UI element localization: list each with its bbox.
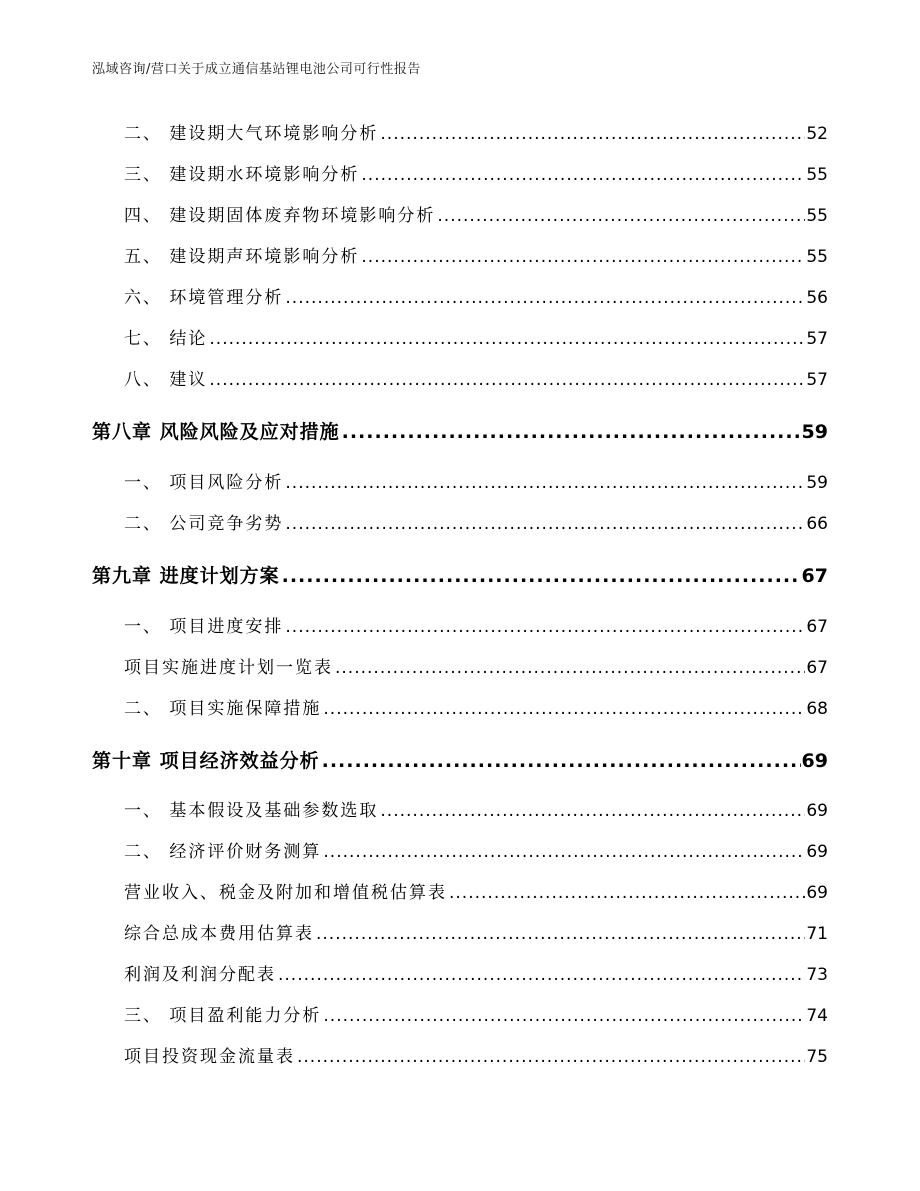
toc-chapter-page: 59: [801, 421, 828, 443]
toc-entry-page: 69: [806, 801, 828, 821]
toc-chapter-page: 67: [801, 565, 828, 587]
toc-chapter-label: 第九章 进度计划方案: [92, 565, 280, 587]
toc-entry-label: 二、 公司竞争劣势: [124, 514, 284, 534]
toc-entry[interactable]: [124, 615, 828, 639]
toc-entry[interactable]: [124, 286, 828, 310]
toc-entry-page: 59: [806, 473, 828, 493]
toc-entry-label: 二、 经济评价财务测算: [124, 842, 322, 862]
toc-entry-label: 营业收入、税金及附加和增值税估算表: [124, 883, 447, 903]
toc-entry-label: 三、 建设期水环境影响分析: [124, 165, 360, 185]
toc-entry-page: 56: [806, 288, 828, 308]
toc-leader-dots: [285, 286, 805, 310]
toc-entry[interactable]: [124, 471, 828, 495]
toc-entry[interactable]: [124, 840, 828, 864]
toc-entry-page: 52: [806, 124, 828, 144]
toc-leader-dots: [323, 697, 805, 721]
toc-leader-dots: [285, 471, 805, 495]
toc-entry[interactable]: [124, 922, 828, 946]
toc-entry-label: 八、 建议: [124, 370, 208, 390]
toc-entry[interactable]: [124, 963, 828, 987]
toc-leader-dots: [209, 368, 805, 392]
toc-chapter-label: 第十章 项目经济效益分析: [92, 750, 320, 772]
toc-entry[interactable]: [124, 656, 828, 680]
toc-leader-dots: [209, 327, 805, 351]
toc-entry-page: 67: [806, 617, 828, 637]
toc-entry[interactable]: [124, 204, 828, 228]
toc-entry[interactable]: [124, 122, 828, 146]
toc-leader-dots: [342, 419, 801, 445]
toc-entry-page: 68: [806, 699, 828, 719]
toc-entry-page: 75: [806, 1047, 828, 1067]
toc-leader-dots: [380, 799, 805, 823]
toc-entry-page: 57: [806, 370, 828, 390]
toc-leader-dots: [278, 963, 805, 987]
toc-entry[interactable]: [124, 1004, 828, 1028]
toc-entry[interactable]: [124, 245, 828, 269]
toc-entry-page: 66: [806, 514, 828, 534]
toc-leader-dots: [316, 922, 805, 946]
toc-entry-label: 综合总成本费用估算表: [124, 924, 314, 944]
toc-entry-page: 55: [806, 247, 828, 267]
toc-chapter-label: 第八章 风险风险及应对措施: [92, 421, 340, 443]
toc-entry-page: 73: [806, 965, 828, 985]
toc-chapter[interactable]: [92, 563, 828, 589]
toc-entry-page: 71: [806, 924, 828, 944]
toc-entry[interactable]: [124, 881, 828, 905]
toc-entry-label: 利润及利润分配表: [124, 965, 276, 985]
toc-entry-label: 一、 项目进度安排: [124, 617, 284, 637]
toc-leader-dots: [380, 122, 805, 146]
toc-leader-dots: [437, 204, 805, 228]
toc-entry-label: 一、 项目风险分析: [124, 473, 284, 493]
toc-entry-label: 项目投资现金流量表: [124, 1047, 295, 1067]
toc-leader-dots: [361, 245, 805, 269]
toc-entry[interactable]: [124, 697, 828, 721]
toc-leader-dots: [449, 881, 805, 905]
toc-entry[interactable]: [124, 1045, 828, 1069]
toc-leader-dots: [297, 1045, 805, 1069]
toc-leader-dots: [323, 1004, 805, 1028]
toc-entry-label: 七、 结论: [124, 329, 208, 349]
toc-chapter[interactable]: [92, 748, 828, 774]
toc-entry-page: 67: [806, 658, 828, 678]
toc-entry-page: 55: [806, 165, 828, 185]
toc-entry-page: 57: [806, 329, 828, 349]
toc-entry[interactable]: [124, 368, 828, 392]
toc-entry[interactable]: [124, 512, 828, 536]
toc-entry-label: 五、 建设期声环境影响分析: [124, 247, 360, 267]
toc-entry-label: 一、 基本假设及基础参数选取: [124, 801, 379, 821]
toc-leader-dots: [323, 840, 805, 864]
toc-entry[interactable]: [124, 163, 828, 187]
toc-entry-label: 六、 环境管理分析: [124, 288, 284, 308]
toc-entry-label: 二、 项目实施保障措施: [124, 699, 322, 719]
toc-entry-page: 74: [806, 1006, 828, 1026]
toc-entry-label: 项目实施进度计划一览表: [124, 658, 333, 678]
toc-leader-dots: [322, 748, 801, 774]
toc-entry-label: 四、 建设期固体废弃物环境影响分析: [124, 206, 436, 226]
toc-entry[interactable]: [124, 327, 828, 351]
page-header: 泓域咨询/营口关于成立通信基站锂电池公司可行性报告: [92, 62, 421, 77]
toc-chapter-page: 69: [801, 750, 828, 772]
toc-entry[interactable]: [124, 799, 828, 823]
toc-leader-dots: [282, 563, 801, 589]
toc-entry-page: 55: [806, 206, 828, 226]
toc-entry-page: 69: [806, 842, 828, 862]
toc-leader-dots: [361, 163, 805, 187]
toc-entry-page: 69: [806, 883, 828, 903]
toc-entry-label: 二、 建设期大气环境影响分析: [124, 124, 379, 144]
toc-entry-label: 三、 项目盈利能力分析: [124, 1006, 322, 1026]
toc-leader-dots: [335, 656, 805, 680]
toc-chapter[interactable]: [92, 419, 828, 445]
toc-leader-dots: [285, 615, 805, 639]
toc-leader-dots: [285, 512, 805, 536]
